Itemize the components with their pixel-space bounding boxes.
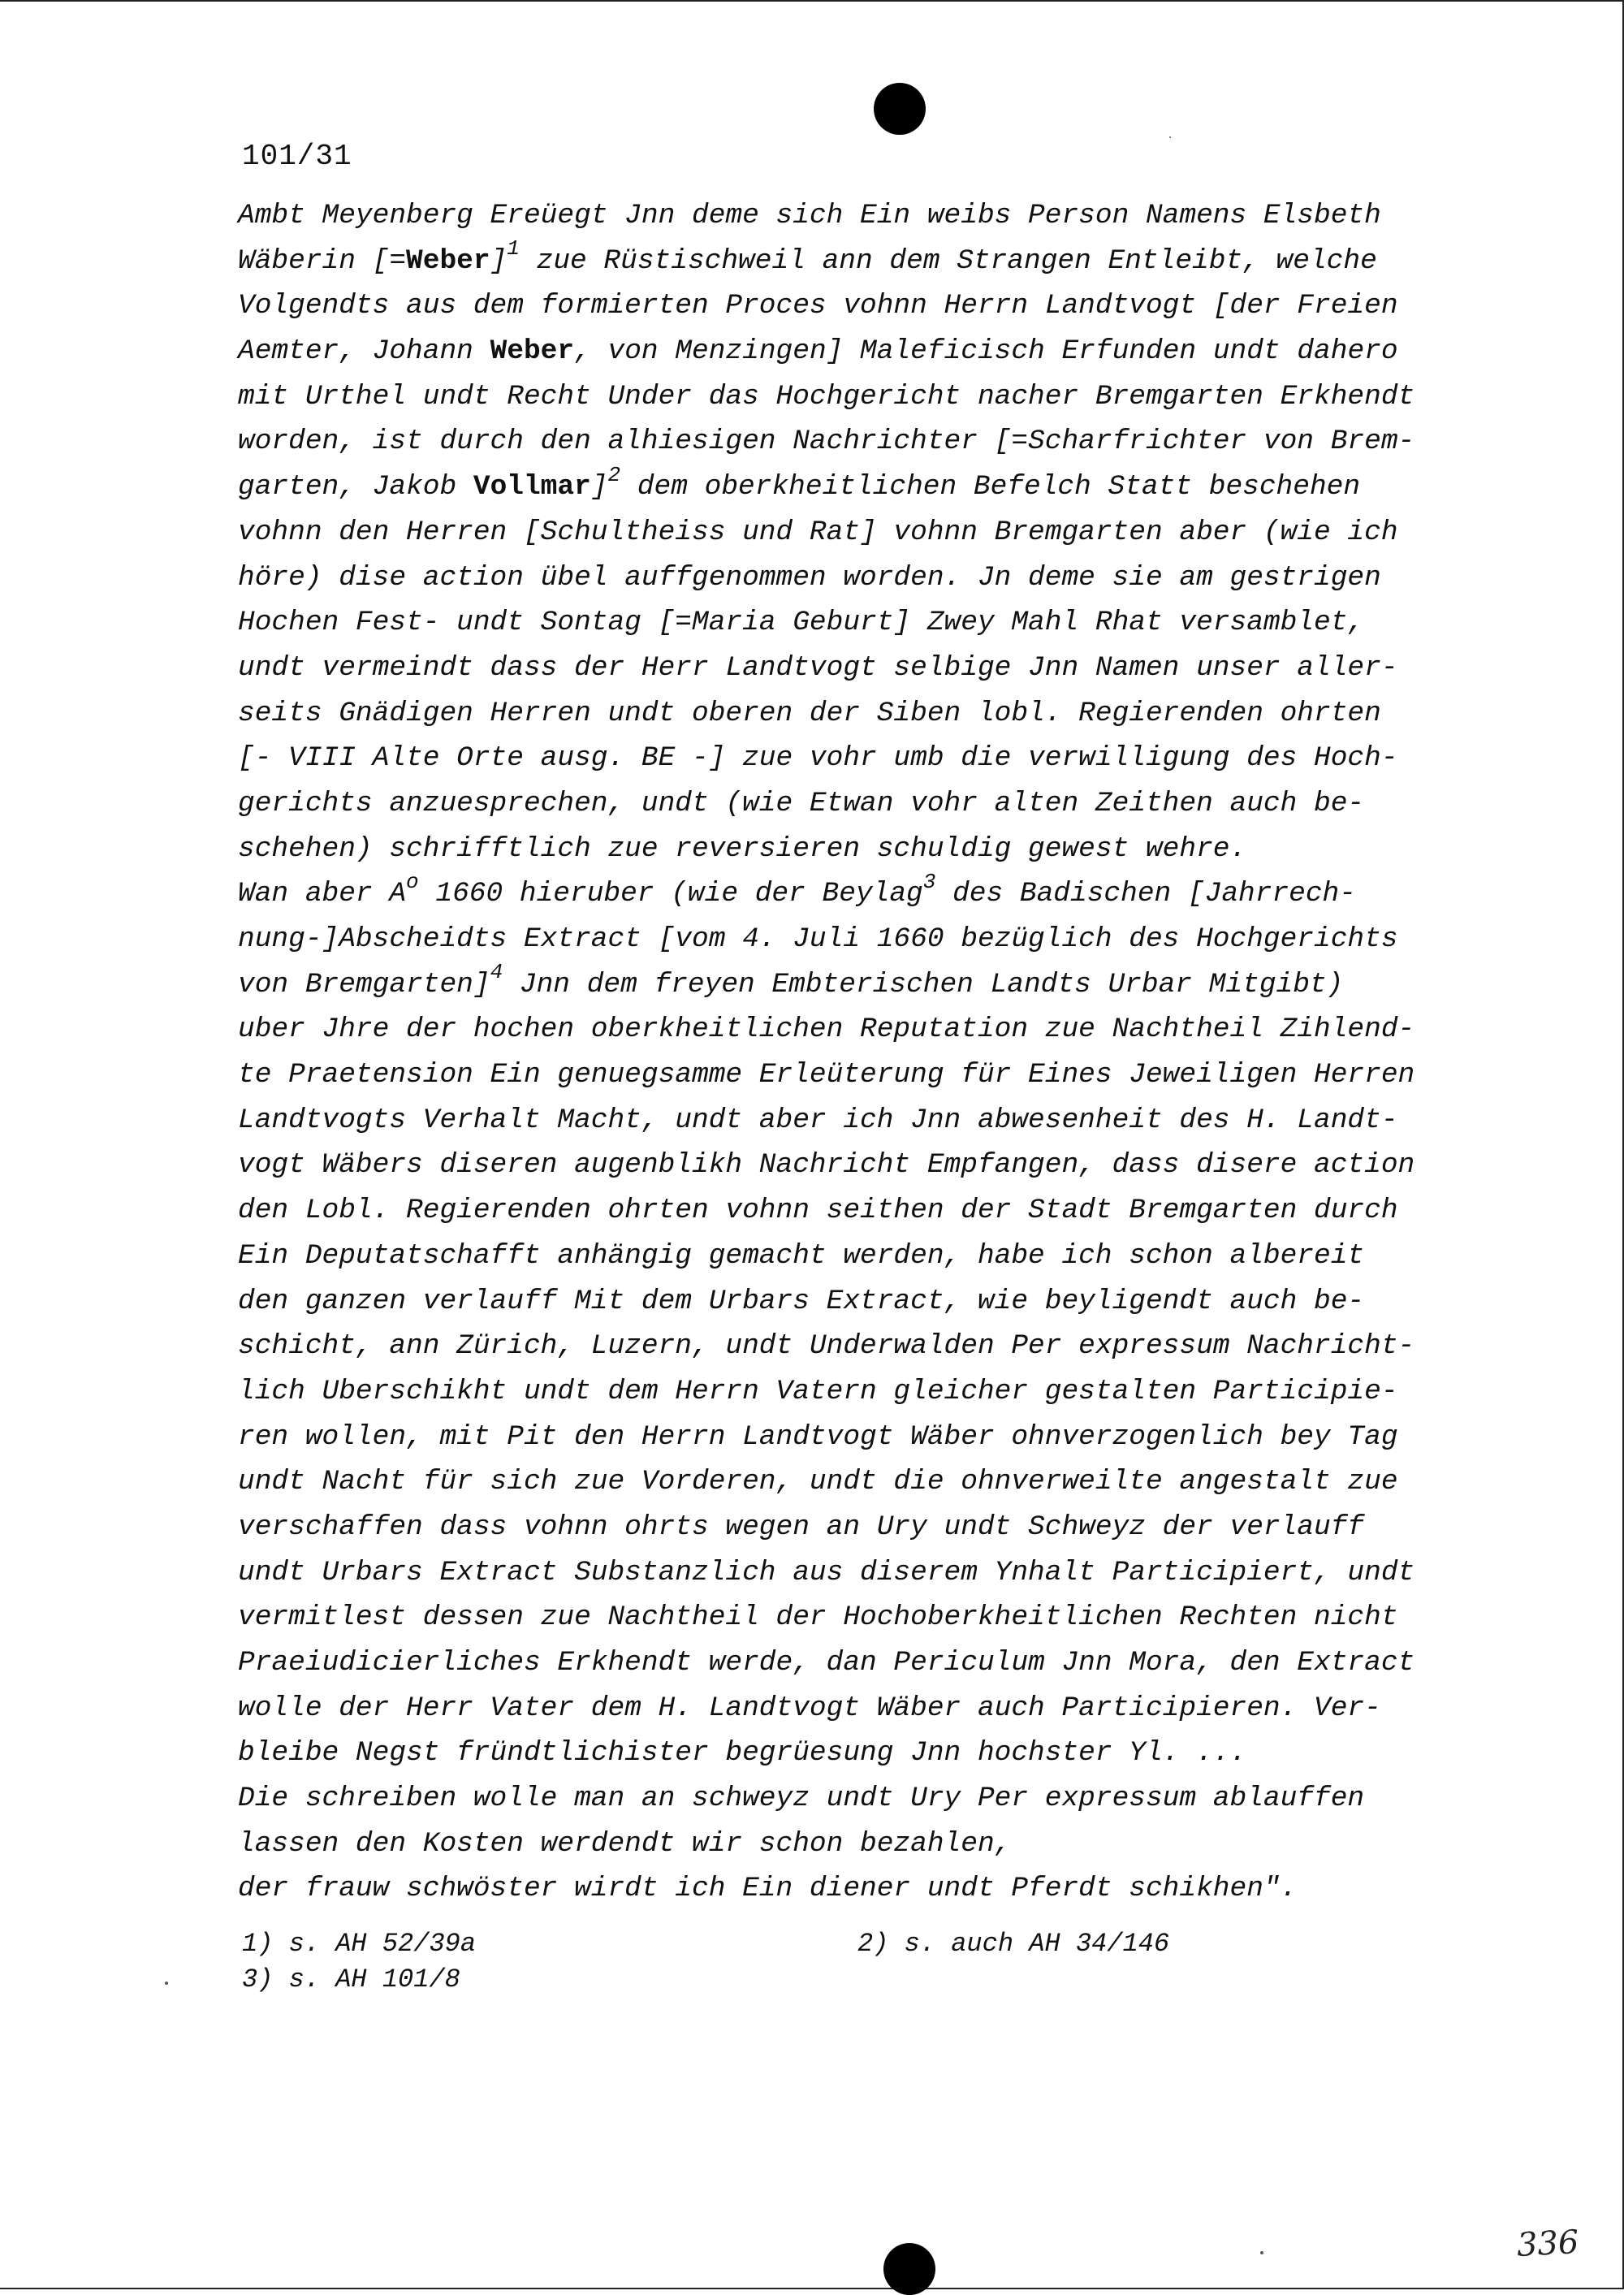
text-segment: vogt Wäbers diseren augenblikh Nachricht Empfangen, dass disere action	[238, 1149, 1415, 1182]
text-segment: [- VIII Alte Orte ausg. BE -] zue vohr umb die verwilligung des Hoch-	[238, 742, 1398, 775]
footnotes	[242, 1926, 1460, 1998]
footnote-2: 2) s. auch AH 34/146	[857, 1929, 1170, 1959]
text-line	[238, 236, 1505, 284]
text-line	[238, 283, 1505, 329]
handwritten-page-number: 336	[1515, 2224, 1580, 2264]
text-line	[238, 827, 1505, 872]
text-segment: schicht, ann Zürich, Luzern, undt Underwalden Per expressum Nachricht-	[238, 1330, 1415, 1363]
footnote-marker: 3	[922, 869, 936, 894]
text-segment: , von Menzingen] Maleficisch Erfunden undt dahero	[574, 335, 1398, 368]
text-line	[238, 1324, 1505, 1369]
scan-speck	[165, 1982, 168, 1985]
text-line	[238, 1459, 1505, 1505]
text-segment: Praeiudicierliches Erkhendt werde, dan Periculum Jnn Mora, den Extract	[238, 1647, 1415, 1679]
bold-name: Weber	[490, 335, 575, 368]
text-segment: höre) dise action übel auffgenommen worden. Jn deme sie am gestrigen	[238, 561, 1381, 594]
text-line	[238, 1098, 1505, 1143]
text-segment: vohnn den Herren [Schultheiss und Rat] vohnn Bremgarten aber (wie ich	[238, 516, 1398, 548]
text-segment: den ganzen verlauff Mit dem Urbars Extract, wie beyligendt auch be-	[238, 1285, 1365, 1317]
text-line	[238, 1731, 1505, 1776]
page-reference: 101/31	[242, 140, 352, 173]
text-line	[238, 1143, 1505, 1188]
text-segment: Ambt Meyenberg Ereüegt Jnn deme sich Ein weibs Person Namens Elsbeth	[238, 200, 1381, 231]
text-line	[238, 1822, 1505, 1867]
text-segment: nung-]Abscheidts Extract [vom 4. Juli 1660 bezüglich des Hochgerichts	[238, 923, 1398, 955]
text-line	[238, 1595, 1505, 1640]
text-line	[238, 1007, 1505, 1052]
text-segment: lich Uberschikht undt dem Herrn Vatern gleicher gestalten Participie-	[238, 1375, 1398, 1407]
footnote-3: 3) s. AH 101/8	[242, 1964, 460, 1995]
text-line	[238, 781, 1505, 827]
text-line	[238, 374, 1505, 420]
text-segment: mit Urthel undt Recht Under das Hochgericht nacher Bremgarten Erkhendt	[238, 380, 1415, 413]
text-segment: undt vermeindt dass der Herr Landtvogt selbige Jnn Namen unser aller-	[238, 651, 1398, 684]
text-segment: Ein Deputatschafft anhängig gemacht werden, habe ich schon albereit	[238, 1239, 1365, 1272]
text-line	[238, 419, 1505, 465]
text-segment: dem oberkheitlichen Befelch Statt beschehen	[620, 471, 1361, 504]
text-line	[238, 1550, 1505, 1596]
text-segment: Landtvogts Verhalt Macht, undt aber ich Jnn abwesenheit des H. Landt-	[238, 1104, 1398, 1136]
text-segment: worden, ist durch den alhiesigen Nachrichter [=Scharfrichter von Brem-	[238, 426, 1415, 458]
letter-body-text	[238, 193, 1505, 1912]
text-segment: Jnn dem freyen Embterischen Landts Urbar Mitgibt)	[503, 968, 1344, 1001]
text-line	[238, 1686, 1505, 1731]
bold-name: Vollmar	[473, 471, 591, 504]
text-segment: der frauw schwöster wirdt ich Ein diener undt Pferdt schikhen".	[238, 1873, 1298, 1905]
text-segment: Die schreiben wolle man an schweyz undt Ury Per expressum ablauffen	[238, 1783, 1365, 1815]
text-segment: ren wollen, mit Pit den Herrn Landtvogt Wäber ohnverzogenlich bey Tag	[238, 1420, 1398, 1453]
text-segment: Wan aber A	[238, 878, 407, 910]
text-line	[238, 962, 1505, 1008]
footnote-1: 1) s. AH 52/39a	[242, 1929, 477, 1959]
text-segment: seits Gnädigen Herren undt oberen der Siben lobl. Regierenden ohrten	[238, 697, 1381, 729]
text-line	[238, 555, 1505, 601]
text-segment: verschaffen dass vohnn ohrts wegen an Ury undt Schweyz der verlauff	[238, 1511, 1365, 1543]
text-segment: ]	[490, 244, 508, 277]
footnote-marker: o	[406, 869, 419, 894]
text-segment: Volgendts aus dem formierten Proces vohnn Herrn Landtvogt [der Freien	[238, 290, 1398, 322]
text-segment: den Lobl. Regierenden ohrten vohnn seithen der Stadt Bremgarten durch	[238, 1195, 1398, 1227]
text-segment: garten, Jakob	[238, 471, 473, 504]
text-line	[238, 646, 1505, 691]
text-line	[238, 329, 1505, 374]
scan-speck	[1169, 136, 1171, 138]
text-segment: lassen den Kosten werdendt wir schon bezahlen,	[238, 1827, 1012, 1860]
text-line	[238, 1052, 1505, 1098]
text-line	[238, 1415, 1505, 1460]
text-segment: von Bremgarten]	[238, 968, 490, 1001]
bold-name: Weber	[406, 244, 490, 277]
text-segment: wolle der Herr Vater dem H. Landtvogt Wäber auch Participieren. Ver-	[238, 1692, 1381, 1724]
text-segment: te Praetension Ein genuegsamme Erleüterung für Eines Jeweiligen Herren	[238, 1059, 1415, 1091]
text-segment: Aemter, Johann	[238, 335, 490, 368]
text-segment: uber Jhre der hochen oberkheitlichen Reputation zue Nachtheil Zihlend-	[238, 1014, 1415, 1046]
text-line	[238, 1505, 1505, 1550]
text-line	[238, 871, 1505, 917]
text-line	[238, 510, 1505, 555]
text-line	[238, 600, 1505, 646]
text-line	[238, 1369, 1505, 1415]
text-line	[238, 1279, 1505, 1325]
footnote-marker: 1	[507, 236, 520, 261]
footnote-marker: 4	[490, 960, 503, 985]
text-segment: ]	[590, 471, 608, 504]
text-segment: vermitlest dessen zue Nachtheil der Hochoberkheitlichen Rechten nicht	[238, 1601, 1398, 1634]
text-segment: zue Rüstischweil ann dem Strangen Entleibt, welche	[519, 244, 1377, 277]
text-segment: des Badischen [Jahrrech-	[935, 878, 1356, 910]
text-line	[238, 1188, 1505, 1234]
text-segment: gerichts anzuesprechen, undt (wie Etwan vohr alten Zeithen auch be-	[238, 787, 1365, 819]
text-line	[238, 193, 1505, 239]
text-segment: Wäberin [=	[238, 244, 407, 277]
text-segment: undt Urbars Extract Substanzlich aus diserem Ynhalt Participiert, undt	[238, 1556, 1415, 1588]
text-line	[238, 1866, 1505, 1912]
text-line	[238, 917, 1505, 962]
text-segment: schehen) schrifftlich zue reversieren schuldig gewest wehre.	[238, 832, 1247, 865]
text-line	[238, 1234, 1505, 1279]
punch-hole-top	[874, 83, 926, 135]
text-line	[238, 1776, 1505, 1822]
text-line	[238, 1640, 1505, 1686]
text-line	[238, 736, 1505, 781]
text-segment: Hochen Fest- undt Sontag [=Maria Geburt] Zwey Mahl Rhat versamblet,	[238, 607, 1365, 639]
footnote-marker: 2	[607, 462, 621, 487]
punch-hole-bottom	[883, 2243, 935, 2295]
text-segment: 1660 hieruber (wie der Beylag	[418, 878, 923, 910]
scan-border-top	[0, 0, 1624, 2]
scan-speck	[1260, 2251, 1263, 2254]
text-segment: bleibe Negst fründtlichister begrüesung Jnn hochster Yl. ...	[238, 1737, 1247, 1770]
text-segment: undt Nacht für sich zue Vorderen, undt die ohnverweilte angestalt zue	[238, 1466, 1398, 1498]
text-line	[238, 462, 1505, 510]
text-line	[238, 691, 1505, 737]
